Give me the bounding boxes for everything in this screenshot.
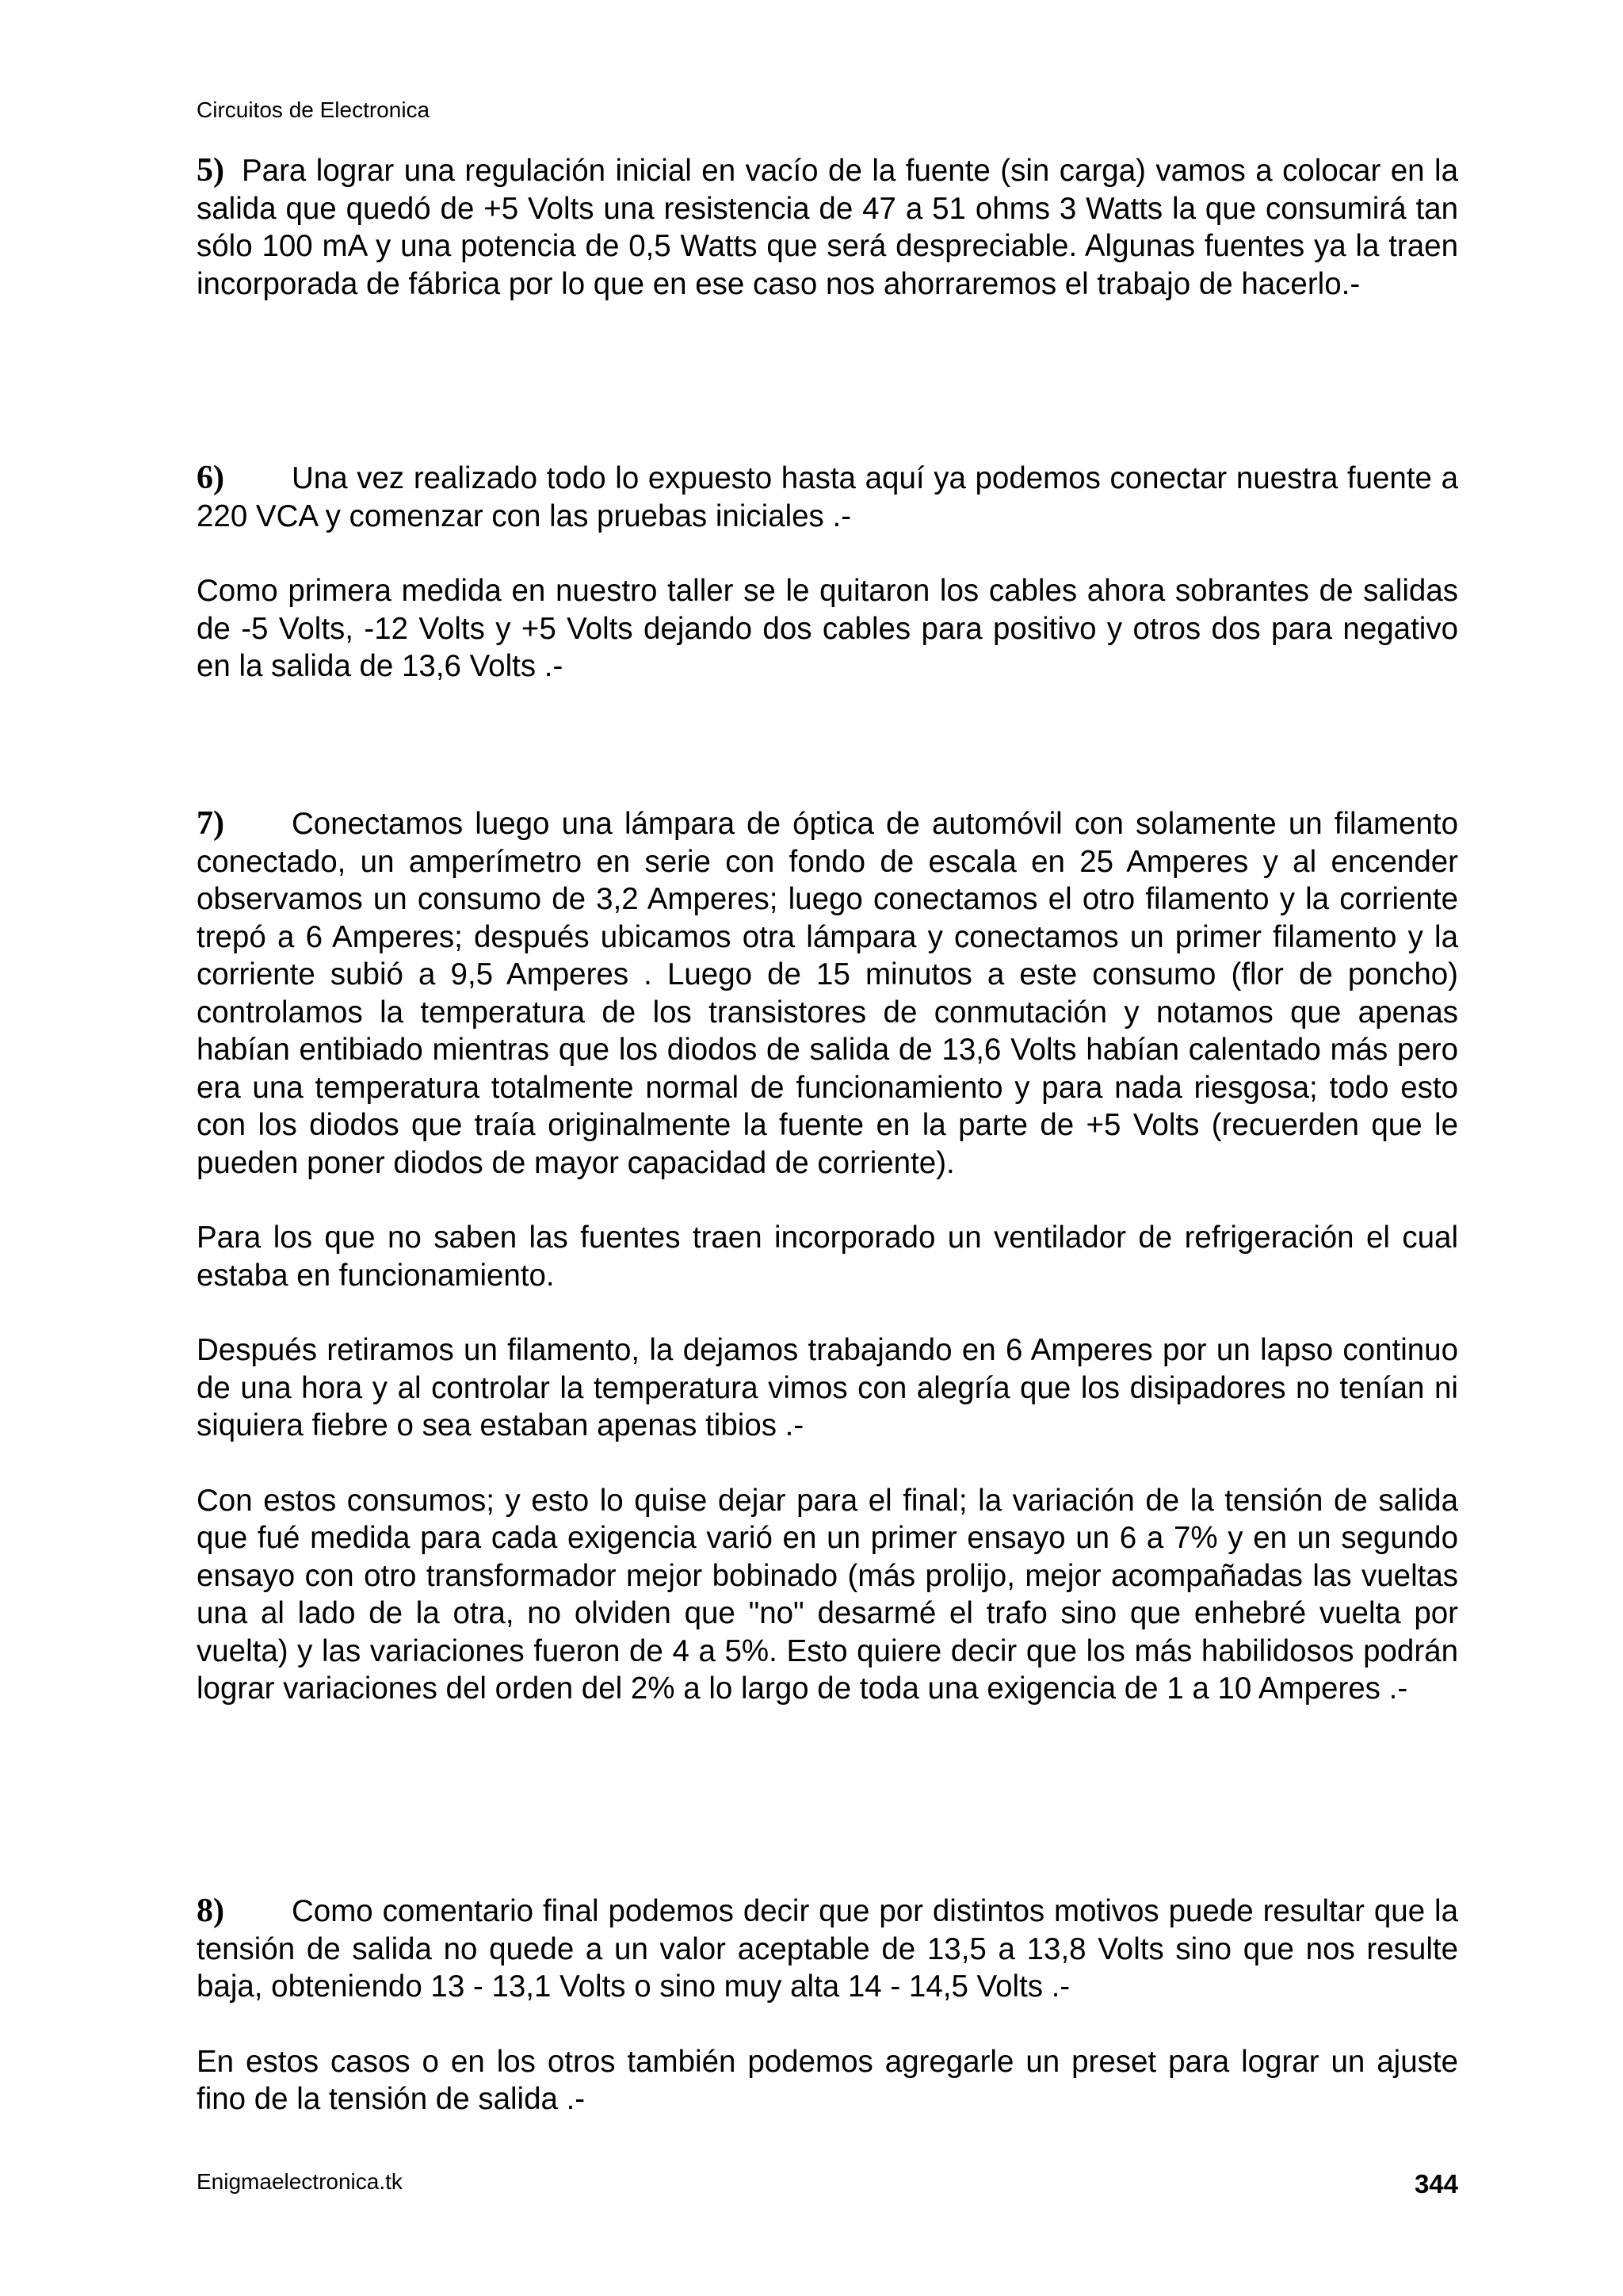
section-5-paragraph-1 <box>197 152 1458 303</box>
paragraph-text: Para los que no saben las fuentes traen incorporado un ventilador de refrigeración el cual estaba en funcionamiento. <box>197 1221 1458 1293</box>
section-number: 7) <box>197 805 224 842</box>
section-8 <box>197 1893 1458 2118</box>
paragraph-text: Después retiramos un filamento, la dejamos trabajando en 6 Amperes por un lapso continuo de una hora y al controlar la temperatura vimos con alegría que los disipadores no tenían ni siquiera fiebre o sea estaban apenas tibios .- <box>197 1333 1458 1442</box>
section-7-paragraph-4 <box>197 1482 1458 1708</box>
paragraph-text: Como comentario final podemos decir que por distintos motivos puede resultar que la tensión de salida no quede a un valor aceptable de 13,5 a 13,8 Volts sino que nos resulte baja, obteniendo 13 - 13,1 Volts o sino muy alta 14 - 14,5 Volts .- <box>197 1894 1458 2004</box>
paragraph-text: Para lograr una regulación inicial en vacío de la fuente (sin carga) vamos a colocar en la salida que quedó de +5 Volts una resistencia de 47 a 51 ohms 3 Watts la que consumirá tan sólo 100 mA y una potencia de 0,5 Watts que será despreciable. Algunas fuentes ya la traen incorporada de fábrica por lo que en ese caso nos ahorraremos el trabajo de hacerlo.- <box>197 154 1458 301</box>
paragraph-text: Conectamos luego una lámpara de óptica de automóvil con solamente un filamento conectado, un amperímetro en serie con fondo de escala en 25 Amperes y al encender observamos un consumo de 3,2 Amperes; luego conectamos el otro filamento y la corriente trepó a 6 Amperes; después ubicamos otra lámpara y conectamos un primer filamento y la corriente subió a 9,5 Amperes . Luego de 15 minutos a este consumo (flor de poncho) controlamos la temperatura de los transistores de conmutación y notamos que apenas habían entibiado mientras que los diodos de salida de 13,6 Volts habían calentado más pero era una temperatura totalmente normal de funcionamiento y para nada riesgosa; todo esto con los diodos que traía originalmente la fuente en la parte de +5 Volts (recuerden que le pueden poner diodos de mayor capacidad de corriente). <box>197 807 1458 1180</box>
section-6 <box>197 460 1458 686</box>
page-number: 344 <box>1414 2169 1458 2199</box>
section-7-paragraph-2 <box>197 1219 1458 1294</box>
section-7-paragraph-1 <box>197 805 1458 1182</box>
section-number: 5) <box>197 152 224 189</box>
section-5 <box>197 152 1458 303</box>
running-header: Circuitos de Electronica <box>197 97 430 122</box>
section-number: 8) <box>197 1893 224 1929</box>
running-footer: Enigmaelectronica.tk <box>197 2169 403 2194</box>
section-7-paragraph-3 <box>197 1331 1458 1445</box>
paragraph-text: Una vez realizado todo lo expuesto hasta aquí ya podemos conectar nuestra fuente a 220 VCA y comenzar con las pruebas iniciales .- <box>197 461 1458 533</box>
section-7 <box>197 805 1458 1708</box>
section-6-paragraph-2 <box>197 572 1458 686</box>
section-8-paragraph-1 <box>197 1893 1458 2006</box>
section-8-paragraph-2 <box>197 2043 1458 2118</box>
section-6-paragraph-1 <box>197 460 1458 535</box>
paragraph-text: Con estos consumos; y esto lo quise dejar para el final; la variación de la tensión de salida que fué medida para cada exigencia varió en un primer ensayo un 6 a 7% y en un segundo ensayo con otro transformador mejor bobinado (más prolijo, mejor acompañadas las vueltas una al lado de la otra, no olviden que "no" desarmé el trafo sino que enhebré vuelta por vuelta) y las variaciones fueron de 4 a 5%. Esto quiere decir que los más habilidosos podrán lograr variaciones del orden del 2% a lo largo de toda una exigencia de 1 a 10 Amperes .- <box>197 1483 1458 1706</box>
section-number: 6) <box>197 460 224 496</box>
paragraph-text: En estos casos o en los otros también podemos agregarle un preset para lograr un ajuste fino de la tensión de salida .- <box>197 2044 1458 2116</box>
paragraph-text: Como primera medida en nuestro taller se le quitaron los cables ahora sobrantes de salidas de -5 Volts, -12 Volts y +5 Volts dejando dos cables para positivo y otros dos para negativo en la salida de 13,6 Volts .- <box>197 574 1458 683</box>
